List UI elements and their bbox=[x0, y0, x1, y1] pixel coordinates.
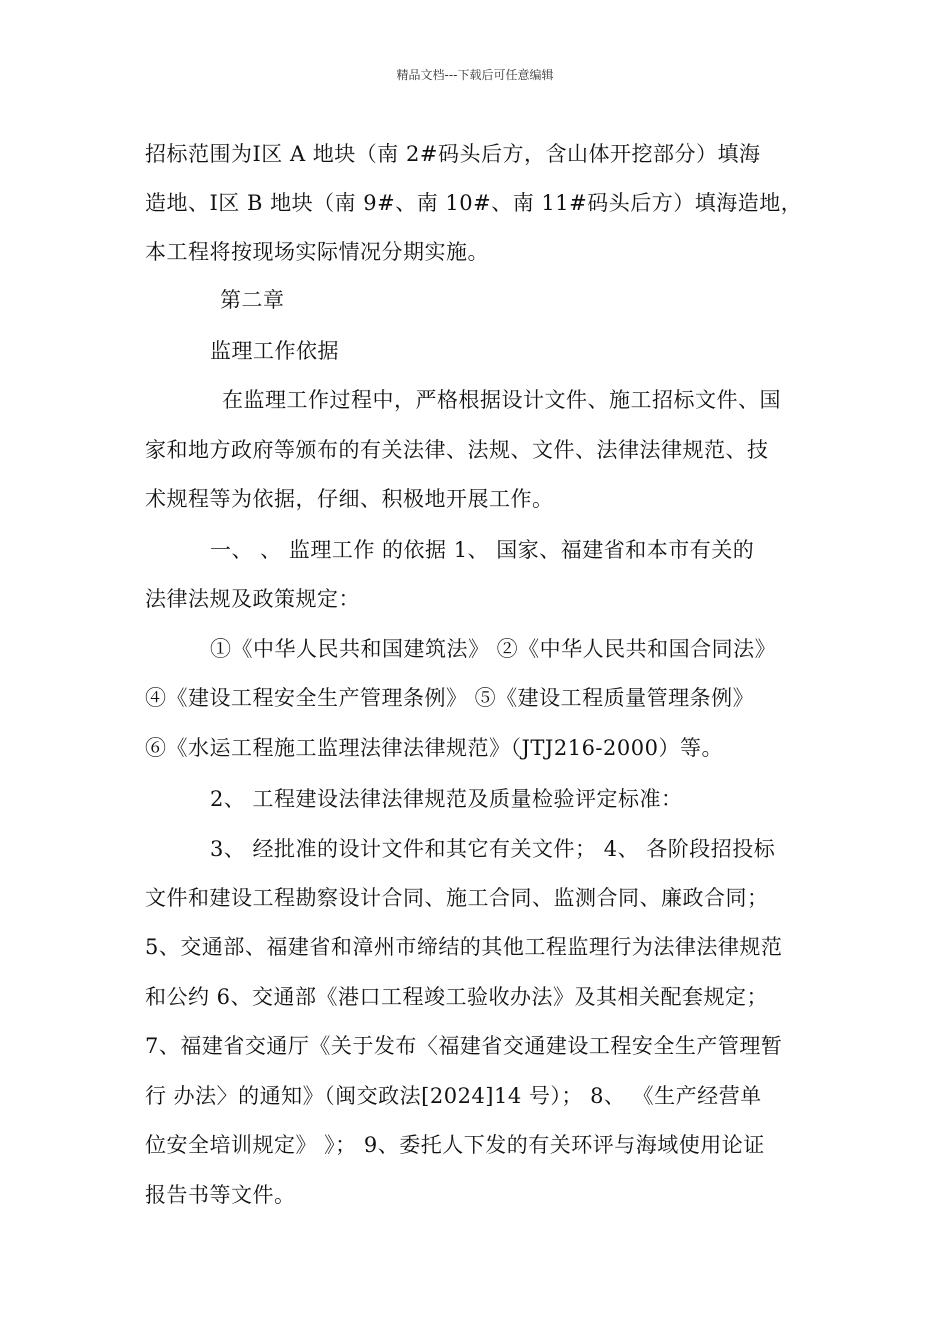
body-line: 5、交通部、福建省和漳州市缔结的其他工程监理行为法律法律规范 bbox=[145, 935, 783, 959]
body-line: 一、 、 监理工作 的依据 1、 国家、福建省和本市有关的 bbox=[210, 538, 755, 562]
body-line: 和公约 6、交通部《港口工程竣工验收办法》及其相关配套规定； bbox=[145, 985, 769, 1009]
body-line: 行 办法〉的通知》（闽交政法[2024]14 号）； 8、 《生产经营单 bbox=[145, 1084, 762, 1108]
body-line: 在监理工作过程中，严格根据设计文件、施工招标文件、国 bbox=[222, 388, 781, 412]
body-line: 招标范围为Ⅰ区 A 地块（南 2#码头后方，含山体开挖部分）填海 bbox=[145, 142, 761, 166]
law-list-line: ⑥《水运工程施工监理法律法律规范》（JTJ216-2000）等。 bbox=[145, 736, 723, 760]
body-line: 家和地方政府等颁布的有关法律、法规、文件、法律法律规范、技 bbox=[145, 438, 769, 462]
body-line: 本工程将按现场实际情况分期实施。 bbox=[145, 240, 489, 264]
body-line: 7、福建省交通厅《关于发布〈福建省交通建设工程安全生产管理暂 bbox=[145, 1034, 783, 1058]
body-line: 报告书等文件。 bbox=[145, 1183, 296, 1207]
body-line: 位安全培训规定》 》； 9、委托人下发的有关环评与海域使用论证 bbox=[145, 1133, 765, 1157]
body-line: 术规程等为依据，仔细、积极地开展工作。 bbox=[145, 487, 554, 511]
page-header: 精品文档---下载后可任意编辑 bbox=[396, 68, 554, 82]
chapter-title: 第二章 bbox=[220, 288, 285, 312]
section-title: 监理工作依据 bbox=[210, 339, 339, 363]
body-line: 文件和建设工程勘察设计合同、施工合同、监测合同、廉政合同； bbox=[145, 886, 769, 910]
law-list-line: ①《中华人民共和国建筑法》 ②《中华人民共和国合同法》 bbox=[210, 637, 777, 661]
body-line: 3、 经批准的设计文件和其它有关文件； 4、 各阶段招投标 bbox=[210, 837, 776, 861]
body-line: 法律法规及政策规定： bbox=[145, 587, 360, 611]
body-line: 造地、Ⅰ区 B 地块（南 9#、南 10#、南 11#码头后方）填海造地， bbox=[145, 191, 803, 215]
law-list-line: ④《建设工程安全生产管理条例》 ⑤《建设工程质量管理条例》 bbox=[145, 686, 755, 710]
body-line: 2、 工程建设法律法律规范及质量检验评定标准： bbox=[210, 787, 683, 811]
